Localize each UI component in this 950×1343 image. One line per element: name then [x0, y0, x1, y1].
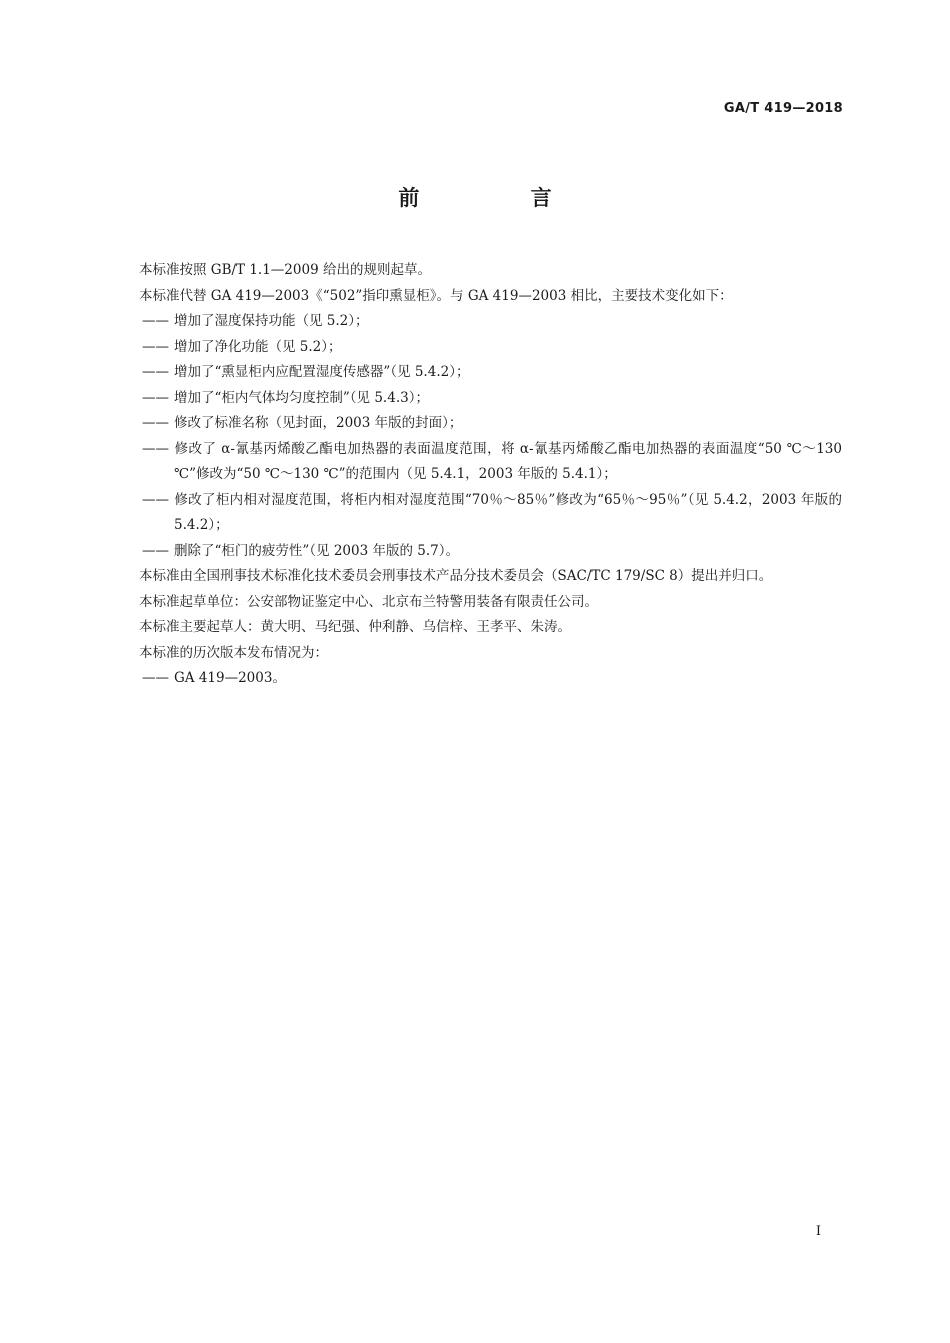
paragraph-replacement: 本标准代替 GA 419—2003《“502”指印熏显柜》。与 GA 419—2003 相比，主要技术变化如下：	[139, 287, 733, 304]
paragraph-proposer: 本标准由全国刑事技术标准化技术委员会刑事技术产品分技术委员会（SAC/TC 179/SC 8）提出并归口。	[139, 568, 773, 584]
change-item	[108, 437, 842, 488]
dash-marker: ——	[142, 491, 169, 508]
change-item-text: 修改了 α-氰基丙烯酸乙酯电加热器的表面温度范围，将 α-氰基丙烯酸乙酯电加热器的表面温度“50 ℃～130 ℃”修改为“50 ℃～130 ℃”的范围内（见 5.4.1，2003 年版的 5.4.1）；	[174, 440, 842, 482]
change-item	[108, 309, 842, 335]
change-item	[108, 411, 842, 437]
paragraph-drafters: 本标准主要起草人：黄大明、马纪强、仲利静、乌信梓、王孝平、朱涛。	[139, 619, 571, 635]
page-title: 前 言	[398, 186, 604, 210]
change-item	[108, 488, 842, 539]
paragraph-drafting-rules: 本标准按照 GB/T 1.1—2009 给出的规则起草。	[139, 262, 431, 278]
history-item-text: GA 419—2003。	[174, 670, 286, 686]
change-item	[108, 386, 842, 412]
change-item-text: 增加了“柜内气体均匀度控制”（见 5.4.3）；	[174, 389, 429, 406]
change-item-text: 增加了湿度保持功能（见 5.2）；	[174, 313, 369, 329]
change-item	[108, 335, 842, 361]
dash-marker: ——	[142, 338, 169, 355]
dash-marker: ——	[142, 364, 169, 380]
dash-marker: ——	[142, 542, 169, 559]
standard-number: GA/T 419—2018	[723, 101, 843, 116]
change-item-text: 增加了“熏显柜内应配置湿度传感器”（见 5.4.2）；	[174, 364, 470, 380]
dash-marker: ——	[142, 389, 169, 406]
dash-marker: ——	[142, 440, 169, 457]
history-item	[108, 666, 842, 692]
change-item-text: 增加了净化功能（见 5.2）；	[174, 338, 342, 355]
change-item-text: 修改了柜内相对湿度范围，将柜内相对湿度范围“70％～85％”修改为“65％～95％”（见 5.4.2，2003 年版的 5.4.2）；	[174, 491, 842, 533]
page-number: I	[815, 1224, 821, 1239]
change-item	[108, 539, 842, 565]
paragraph-version-history: 本标准的历次版本发布情况为：	[139, 644, 328, 661]
foreword-body	[108, 258, 842, 692]
change-item	[108, 360, 842, 386]
dash-marker: ——	[142, 670, 169, 686]
change-item-text: 修改了标准名称（见封面，2003 年版的封面）；	[174, 415, 463, 431]
dash-marker: ——	[142, 415, 169, 431]
dash-marker: ——	[142, 313, 169, 329]
change-item-text: 删除了“柜门的疲劳性”（见 2003 年版的 5.7）。	[174, 542, 460, 559]
paragraph-drafting-units: 本标准起草单位：公安部物证鉴定中心、北京布兰特警用装备有限责任公司。	[139, 593, 598, 610]
